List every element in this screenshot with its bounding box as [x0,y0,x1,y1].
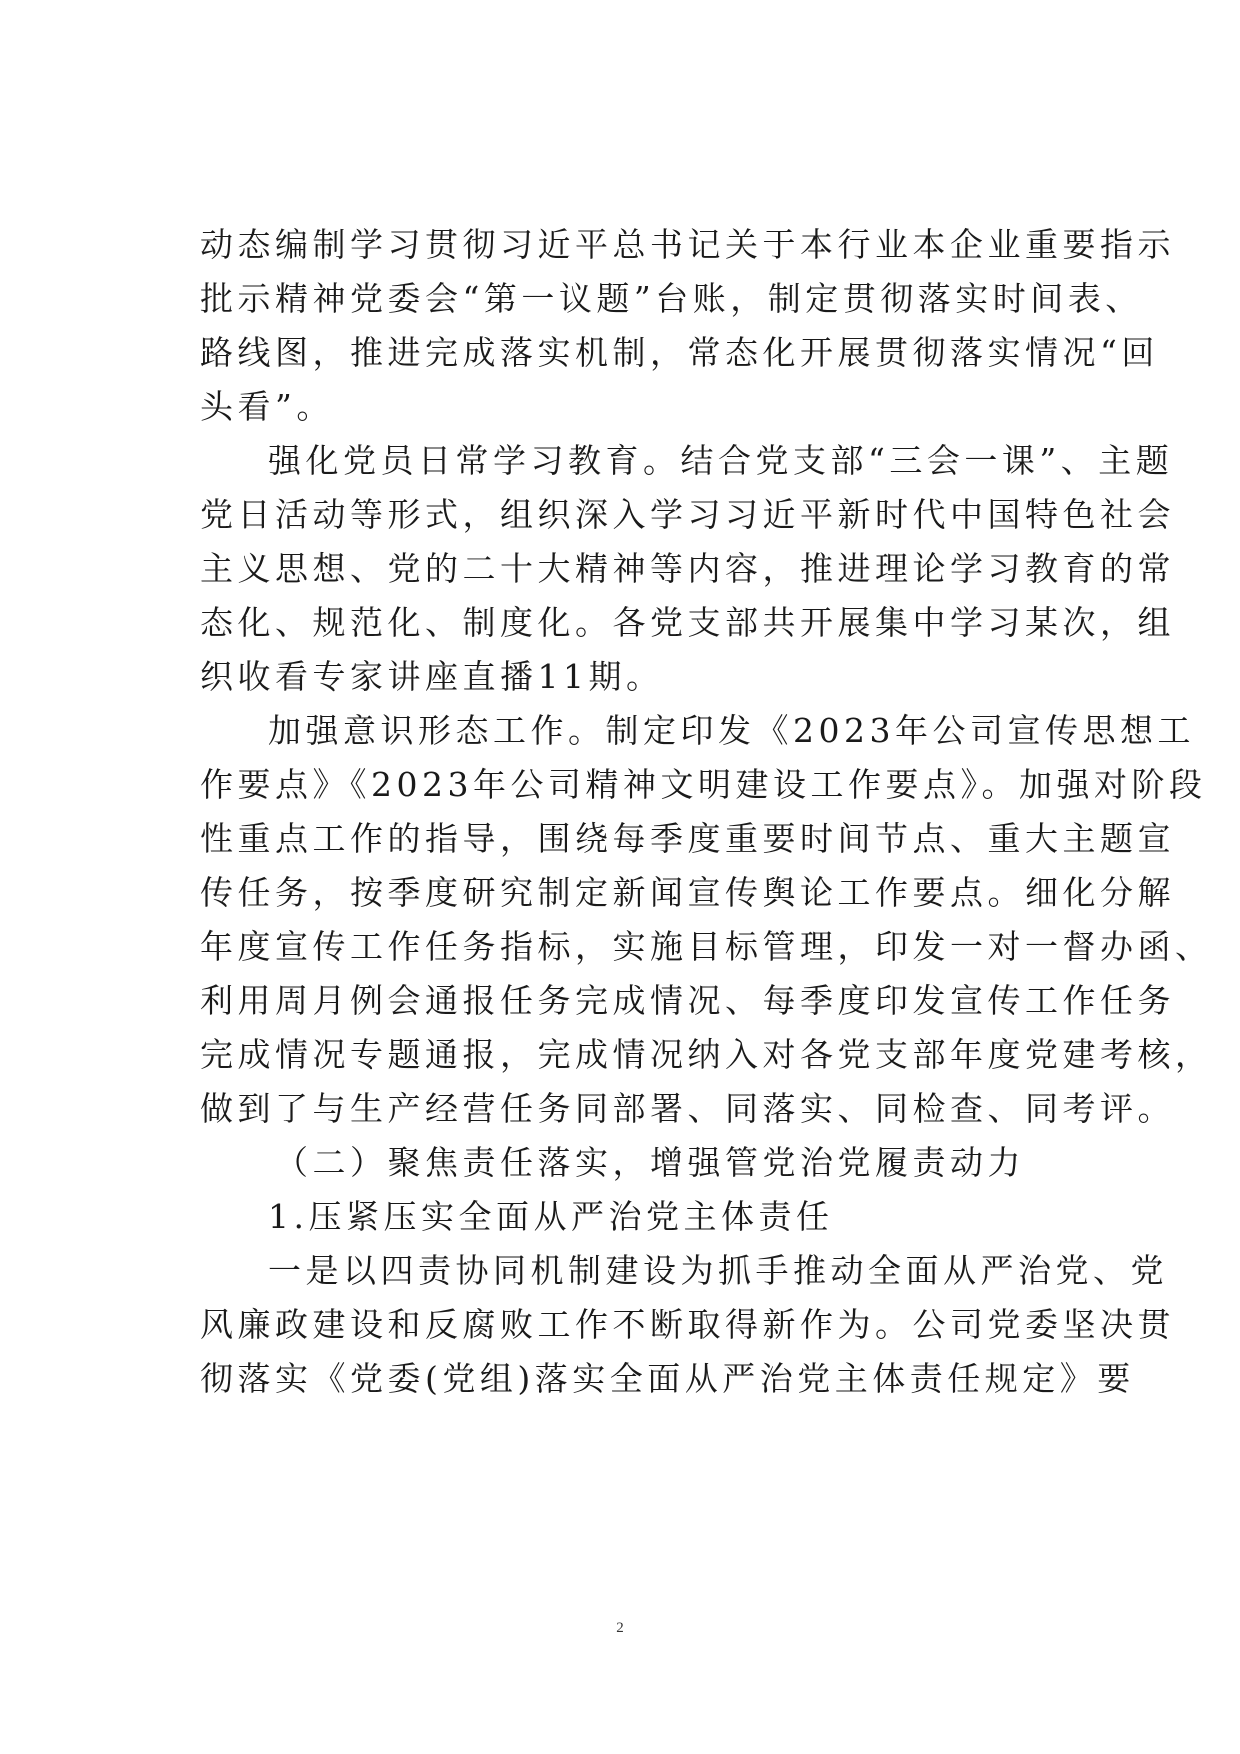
paragraph-line: 性重点工作的指导，围绕每季度重要时间节点、重大主题宣 [200,819,1175,858]
paragraph-line: 年度宣传工作任务指标，实施目标管理，印发一对一督办函、 [200,927,1213,966]
paragraph-line: 态化、规范化、制度化。各党支部共开展集中学习某次，组 [200,603,1175,642]
paragraph-line: 头看”。 [200,387,334,426]
subsection-heading: 1.压紧压实全面从严治党主体责任 [268,1197,834,1236]
paragraph-line: 党日活动等形式，组织深入学习习近平新时代中国特色社会 [200,495,1175,534]
paragraph-line: 作要点》《2023年公司精神文明建设工作要点》。加强对阶段 [200,765,1207,804]
paragraph-line: 做到了与生产经营任务同部署、同落实、同检查、同考评。 [200,1089,1175,1128]
paragraph-line: 利用周月例会通报任务完成情况、每季度印发宣传工作任务 [200,981,1175,1020]
paragraph-line: 传任务，按季度研究制定新闻宣传舆论工作要点。细化分解 [200,873,1175,912]
paragraph-line: 批示精神党委会“第一议题”台账，制定贯彻落实时间表、 [200,279,1143,318]
page-number: 2 [616,1620,624,1636]
paragraph-first-line: 一是以四责协同机制建设为抓手推动全面从严治党、党 [268,1251,1168,1290]
paragraph-line: 完成情况专题通报，完成情况纳入对各党支部年度党建考核， [200,1035,1213,1074]
paragraph-line: 主义思想、党的二十大精神等内容，推进理论学习教育的常 [200,549,1175,588]
body-text [200,218,1213,1406]
paragraph-line: 路线图，推进完成落实机制，常态化开展贯彻落实情况“回 [200,333,1159,372]
paragraph-first-line: 加强意识形态工作。制定印发《2023年公司宣传思想工 [268,711,1195,750]
paragraph-line: 风廉政建设和反腐败工作不断取得新作为。公司党委坚决贯 [200,1305,1175,1344]
paragraph-line: 动态编制学习贯彻习近平总书记关于本行业本企业重要指示 [200,225,1175,264]
section-heading: （二）聚焦责任落实，增强管党治党履责动力 [275,1143,1025,1182]
paragraph-first-line: 强化党员日常学习教育。结合党支部“三会一课”、主题 [268,441,1174,480]
paragraph-line: 彻落实《党委(党组)落实全面从严治党主体责任规定》要 [200,1359,1135,1398]
paragraph-line: 织收看专家讲座直播11期。 [200,657,664,696]
